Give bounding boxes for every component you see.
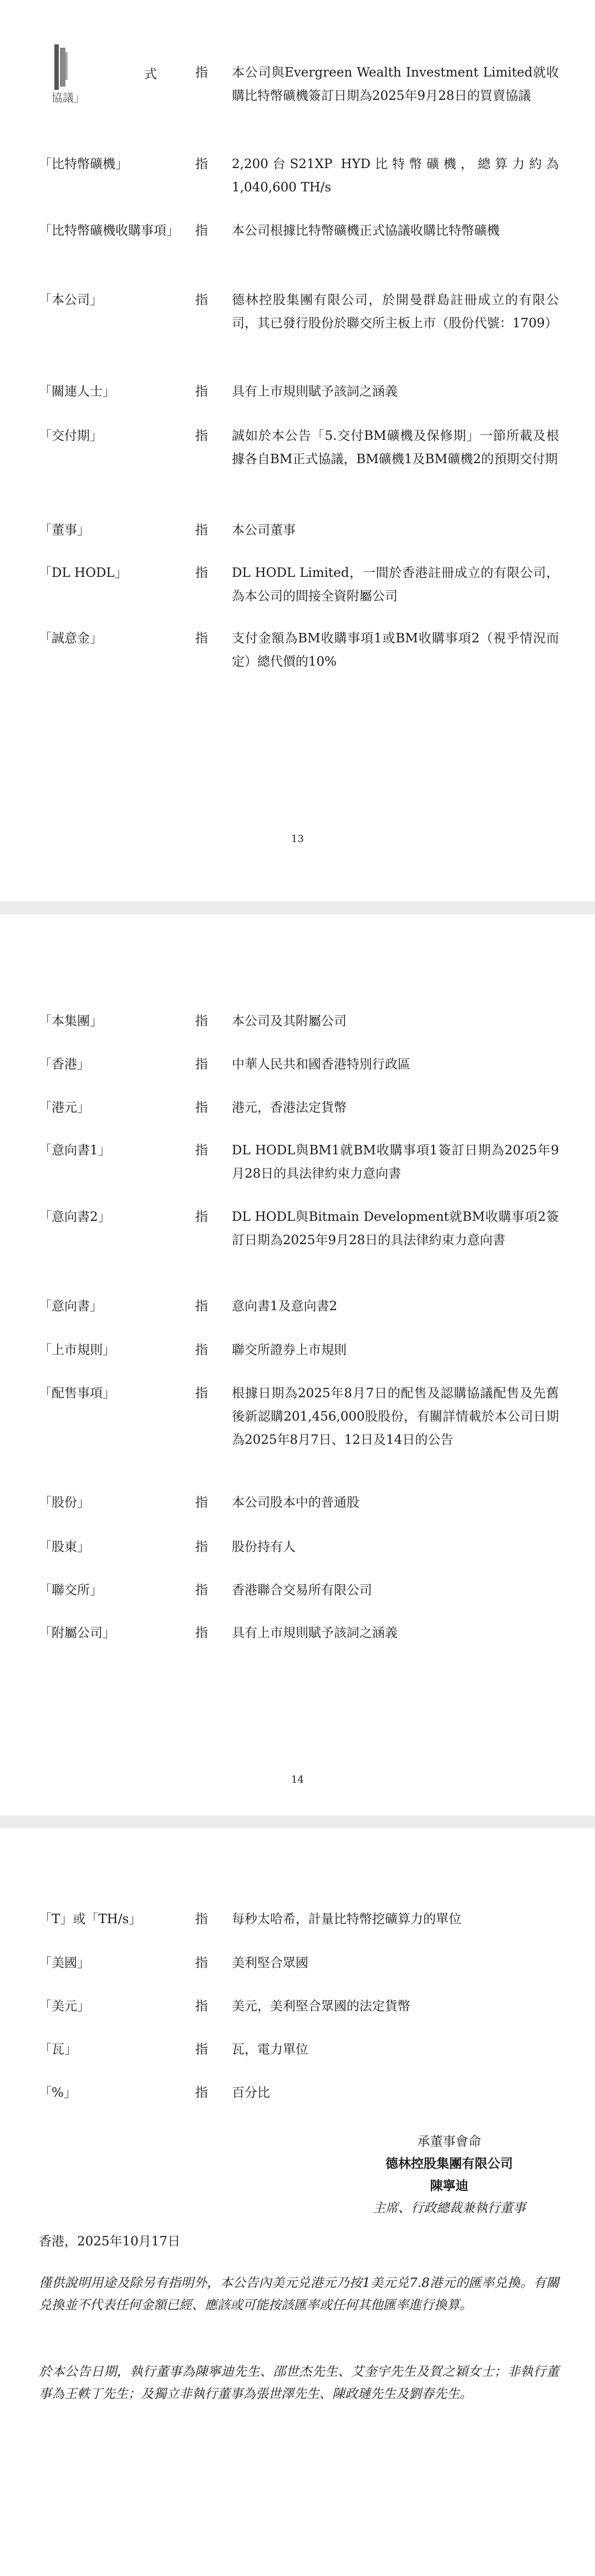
term-fragment-cont: 協議」 xyxy=(52,91,85,104)
zhi-label: 指 xyxy=(195,157,208,171)
zhi-label: 指 xyxy=(195,2086,208,2100)
definition-text: 美元，美利堅合眾國的法定貨幣 xyxy=(232,1999,410,2014)
definition-text: 根據日期為2025年8月7日的配售及認購協議配售及先舊後新認購201,456,000股股份，有關詳情載於本公司日期為2025年8月7日、12日及14日的公告 xyxy=(232,1386,559,1447)
exchange-rate-note: 僅供說明用途及除另有指明外，本公告內美元兑港元乃按1美元兑7.8港元的匯率兑換。有關兑換並不代表任何金額已經、應該或可能按該匯率或任何其他匯率進行換算。 xyxy=(39,2276,559,2313)
zhi-label: 指 xyxy=(195,1210,208,1224)
definition-term: 「本集團」 xyxy=(39,1014,103,1028)
definition-term: 「股份」 xyxy=(39,1495,90,1510)
definition-text: 誠如於本公告「5.交付BM礦機及保修期」一節所載及根據各自BM正式協議，BM礦機1及BM礦機2的預期交付期 xyxy=(232,429,559,466)
definition-term: 「香港」 xyxy=(39,1057,90,1072)
definition-text: 意向書1及意向書2 xyxy=(232,1299,338,1314)
definition-text: 支付金額為BM收購事項1或BM收購事項2（視乎情況而定）總代價的10% xyxy=(232,631,559,669)
zhi-label: 指 xyxy=(195,1299,208,1314)
zhi-label: 指 xyxy=(195,65,208,80)
definition-text: 美利堅合眾國 xyxy=(232,1956,308,1970)
zhi-label: 指 xyxy=(195,224,208,238)
definition-text: 具有上市規則賦予該詞之涵義 xyxy=(232,384,398,399)
zhi-label: 指 xyxy=(195,1999,208,2014)
page-14 xyxy=(0,914,595,1816)
definition-term: 「配售事項」 xyxy=(39,1386,115,1401)
zhi-label: 指 xyxy=(195,1912,208,1926)
definition-text: 百分比 xyxy=(232,2086,270,2100)
definition-text: 德林控股集團有限公司，於開曼群島註冊成立的有限公司，其已發行股份於聯交所主板上市（股份代號：1709） xyxy=(232,293,559,331)
definition-text: 中華人民共和國香港特別行政區 xyxy=(232,1057,410,1072)
definition-term: 「誠意金」 xyxy=(39,631,103,646)
zhi-label: 指 xyxy=(195,384,208,399)
definition-term: 「附屬公司」 xyxy=(39,1626,115,1640)
signoff-company: 德林控股集團有限公司 xyxy=(385,2157,513,2171)
zhi-label: 指 xyxy=(195,566,208,580)
definition-text: 2,200台S21XP HYD比特幣礦機，總算力約為1,040,600 TH/s xyxy=(232,157,559,195)
definition-term: 「港元」 xyxy=(39,1101,90,1115)
definition-term: 「意向書2」 xyxy=(39,1210,111,1224)
definition-term: 「%」 xyxy=(39,2086,77,2100)
zhi-label: 指 xyxy=(195,429,208,443)
definition-term: 「DL HODL」 xyxy=(39,566,128,580)
signoff-line: 承董事會命 xyxy=(417,2134,481,2149)
zhi-label: 指 xyxy=(195,2042,208,2057)
term-fragment: 式 xyxy=(144,67,157,82)
zhi-label: 指 xyxy=(195,1143,208,1158)
zhi-label: 指 xyxy=(195,523,208,537)
definition-term: 「美元」 xyxy=(39,1999,90,2014)
zhi-label: 指 xyxy=(195,1101,208,1115)
definition-text: 具有上市規則賦予該詞之涵義 xyxy=(232,1626,398,1640)
zhi-label: 指 xyxy=(195,1583,208,1598)
zhi-label: 指 xyxy=(195,1495,208,1510)
zhi-label: 指 xyxy=(195,1626,208,1640)
definition-term: 「美國」 xyxy=(39,1956,90,1970)
definition-text: 本公司根據比特幣礦機正式協議收購比特幣礦機 xyxy=(232,224,500,238)
zhi-label: 指 xyxy=(195,1014,208,1028)
place-date: 香港，2025年10月17日 xyxy=(39,2234,181,2249)
definition-term: 「比特幣礦機」 xyxy=(39,157,128,171)
definition-text: 本公司股本中的普通股 xyxy=(232,1495,359,1510)
definition-term: 「關連人士」 xyxy=(39,384,115,399)
definition-text: DL HODL Limited，一間於香港註冊成立的有限公司，為本公司的間接全資附屬公司 xyxy=(232,566,559,604)
definition-term: 「交付期」 xyxy=(39,429,103,443)
definition-text: 每秒太哈希，計量比特幣挖礦算力的單位 xyxy=(232,1912,461,1926)
zhi-label: 指 xyxy=(195,1956,208,1970)
definition-term: 「瓦」 xyxy=(39,2042,77,2057)
definition-term: 「上市規則」 xyxy=(39,1343,115,1357)
definition-text: 聯交所證券上市規則 xyxy=(232,1343,347,1357)
zhi-label: 指 xyxy=(195,293,208,307)
definition-term: 「意向書1」 xyxy=(39,1143,111,1158)
page-15 xyxy=(0,1828,595,2576)
redaction-scribble xyxy=(53,44,68,90)
zhi-label: 指 xyxy=(195,1386,208,1401)
definition-text: DL HODL與Bitmain Development就BM收購事項2簽訂日期為2025年9月28日的具法律約束力意向書 xyxy=(232,1210,559,1248)
directors-statement: 於本公告日期，執行董事為陳寧迪先生、邵世杰先生、艾奎宇先生及賀之穎女士；非執行董事為王軼丁先生；及獨立非執行董事為張世澤先生、陳政璉先生及劉春先生。 xyxy=(39,2365,559,2401)
definition-term: 「本公司」 xyxy=(39,293,103,307)
definition-text: 本公司及其附屬公司 xyxy=(232,1014,347,1028)
signoff-role: 主席、行政總裁兼執行董事 xyxy=(373,2201,526,2215)
definition-text: DL HODL與BM1就BM收購事項1簽訂日期為2025年9月28日的具法律約束力意向書 xyxy=(232,1143,559,1181)
zhi-label: 指 xyxy=(195,1343,208,1357)
zhi-label: 指 xyxy=(195,1540,208,1554)
definition-text: 股份持有人 xyxy=(232,1540,296,1554)
definition-text: 本公司董事 xyxy=(232,523,296,537)
definition-term: 「董事」 xyxy=(39,523,90,537)
page-number: 13 xyxy=(291,833,304,845)
signoff-block xyxy=(327,2131,571,2219)
definition-text: 港元，香港法定貨幣 xyxy=(232,1101,347,1115)
definition-text: 瓦，電力單位 xyxy=(232,2042,308,2057)
definition-term: 「聯交所」 xyxy=(39,1583,103,1598)
definition-term: 「股東」 xyxy=(39,1540,90,1554)
zhi-label: 指 xyxy=(195,631,208,646)
page-number: 14 xyxy=(291,1774,304,1786)
definition-term: 「意向書」 xyxy=(39,1299,103,1314)
zhi-label: 指 xyxy=(195,1057,208,1072)
definition-term: 「T」或「TH/s」 xyxy=(39,1912,142,1926)
signoff-name: 陳寧迪 xyxy=(430,2179,469,2193)
page-13 xyxy=(0,0,595,901)
definition-text: 香港聯合交易所有限公司 xyxy=(232,1583,372,1598)
definition-text: 本公司與Evergreen Wealth Investment Limited就收購比特幣礦機簽訂日期為2025年9月28日的買賣協議 xyxy=(232,65,559,103)
definition-term: 「比特幣礦機收購事項」 xyxy=(39,224,179,238)
